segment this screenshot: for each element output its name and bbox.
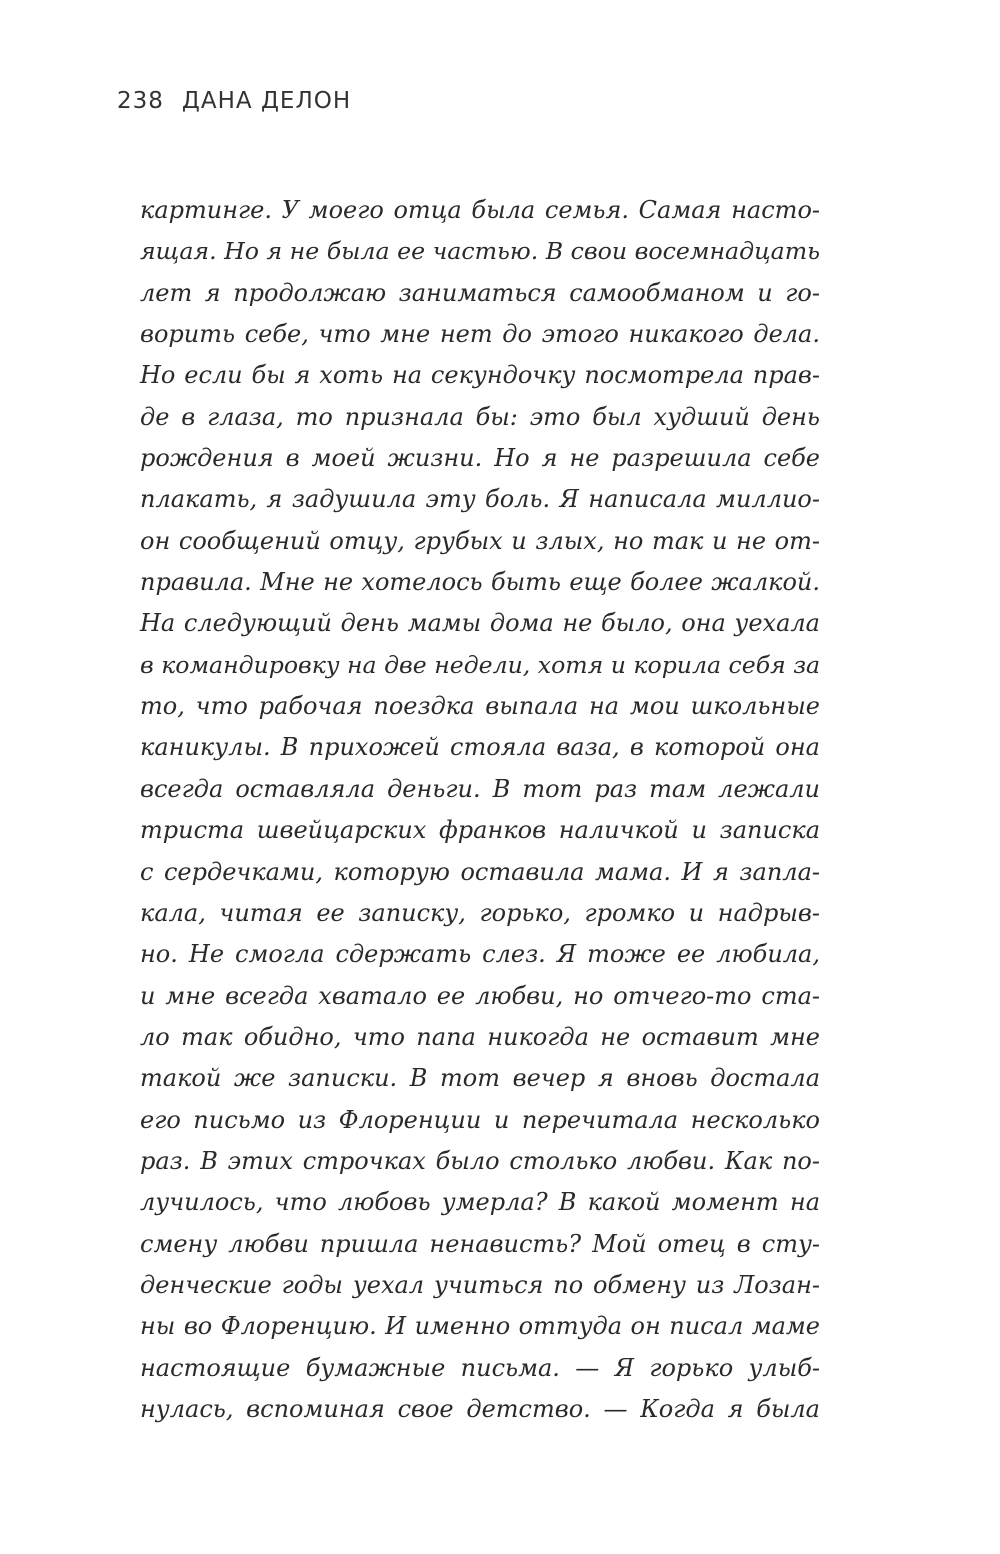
author-name: ДАНА ДЕЛОН — [181, 88, 352, 114]
text-line: с сердечками, которую оставила мама. И я запла- — [140, 857, 820, 886]
text-line: ны во Флоренцию. И именно оттуда он писал маме — [140, 1312, 820, 1341]
text-line: триста швейцарских франков наличкой и записка — [140, 816, 820, 845]
text-line: денческие годы уехал учиться по обмену из Лозан- — [140, 1270, 820, 1299]
text-line: смену любви пришла ненависть? Мой отец в сту- — [140, 1229, 820, 1258]
running-head — [117, 88, 351, 114]
body-text — [140, 190, 820, 1430]
page-number: 238 — [117, 88, 164, 114]
text-line: правила. Мне не хотелось быть еще более жалкой. — [140, 568, 820, 597]
text-line: то, что рабочая поездка выпала на мои школьные — [140, 692, 820, 721]
text-line: картинге. У моего отца была семья. Самая насто- — [140, 196, 820, 224]
text-line: он сообщений отцу, грубых и злых, но так и не от- — [140, 526, 820, 555]
text-line: де в глаза, то признала бы: это был худший день — [140, 402, 820, 431]
text-line: такой же записки. В тот вечер я вновь достала — [140, 1064, 820, 1093]
text-line: рождения в моей жизни. Но я не разрешила себе — [140, 444, 820, 473]
text-line: Но если бы я хоть на секундочку посмотрела прав- — [140, 361, 820, 390]
text-line: и мне всегда хватало ее любви, но отчего-то ста- — [140, 981, 820, 1010]
text-line: его письмо из Флоренции и перечитала несколько — [140, 1105, 820, 1134]
text-line: кала, читая ее записку, горько, громко и надрыв- — [140, 898, 820, 927]
text-line: лучилось, что любовь умерла? В какой момент на — [140, 1188, 820, 1217]
text-line: каникулы. В прихожей стояла ваза, в которой она — [140, 733, 820, 762]
text-line: но. Не смогла сдержать слез. Я тоже ее любила, — [140, 940, 820, 969]
text-line: раз. В этих строчках было столько любви. Как по- — [140, 1146, 820, 1175]
text-line: нулась, вспоминая свое детство. — Когда я была — [140, 1394, 820, 1423]
text-line: в командировку на две недели, хотя и корила себя за — [140, 650, 821, 679]
text-line: На следующий день мамы дома не было, она уехала — [140, 609, 820, 638]
text-line: ло так обидно, что папа никогда не оставит мне — [140, 1022, 820, 1051]
text-line: лет я продолжаю заниматься самообманом и го- — [140, 278, 820, 307]
text-line: всегда оставляла деньги. В тот раз там лежали — [140, 774, 820, 803]
text-line: ворить себе, что мне нет до этого никакого дела. — [140, 320, 820, 349]
text-line: плакать, я задушила эту боль. Я написала миллио- — [140, 485, 820, 514]
text-line: настоящие бумажные письма. — Я горько улыб- — [140, 1353, 820, 1382]
text-line: ящая. Но я не была ее частью. В свои восемнадцать — [140, 237, 820, 266]
